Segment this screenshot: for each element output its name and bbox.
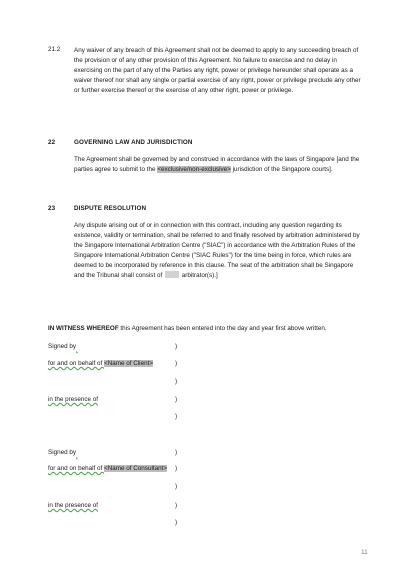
text-segment: parties agree to submit to the bbox=[74, 166, 158, 173]
signed-by-label: Signed by bbox=[48, 343, 77, 350]
bracket: ) bbox=[175, 502, 178, 509]
text-line: or further exercise thereof or the exercise of any other right, power or privilege. bbox=[74, 87, 294, 94]
bracket: ) bbox=[175, 519, 178, 526]
presence-label: in the presence of bbox=[48, 396, 99, 403]
signed-by-line bbox=[48, 449, 174, 456]
clause-heading: DISPUTE RESOLUTION bbox=[74, 205, 147, 212]
text-line: exercising on the part of any of the Parties any right, power or privilege hereunder shall operate as a bbox=[74, 67, 353, 74]
text-line bbox=[74, 271, 370, 281]
bracket: ) bbox=[175, 465, 178, 472]
clause-number: 23 bbox=[48, 205, 56, 212]
text-line: The Agreement shall be governed by and construed in accordance with the laws of Singapore [and the bbox=[74, 156, 360, 163]
placeholder-highlight: <exclusive/non-exclusive> bbox=[157, 166, 231, 173]
presence-line bbox=[48, 396, 98, 403]
bracket: ) bbox=[175, 413, 178, 420]
presence-line bbox=[48, 502, 98, 509]
text-line: Any waiver of any breach of this Agreement shall not be deemed to apply to any succeeding breach of bbox=[74, 47, 359, 54]
for-behalf-label: for and on behalf of bbox=[48, 360, 105, 367]
witness-rest: this Agreement has been entered into the day and year first above written. bbox=[118, 325, 327, 332]
party-name-highlight: <Name of Client> bbox=[104, 360, 154, 367]
text-line: Any dispute arising out of or in connection with this contract, including any question regarding its bbox=[74, 222, 342, 229]
page-number: 11 bbox=[361, 549, 368, 556]
for-behalf-label: for and on behalf of bbox=[48, 465, 105, 472]
clause-number: 22 bbox=[48, 139, 56, 146]
blank-field-highlight bbox=[165, 271, 179, 278]
text-segment: and the Tribunal shall consist of bbox=[74, 272, 163, 279]
bracket: ) bbox=[175, 396, 178, 403]
clause-22-text bbox=[74, 155, 370, 175]
text-segment: jurisdiction of the Singapore courts]. bbox=[230, 166, 333, 173]
clause-21-2-text bbox=[74, 46, 370, 96]
signed-by-label: Signed by bbox=[48, 449, 77, 456]
presence-label: in the presence of bbox=[48, 502, 99, 509]
party-name-highlight: <Name of Consultant> bbox=[104, 465, 168, 472]
bracket: ) bbox=[175, 343, 178, 350]
signed-by-line bbox=[48, 343, 174, 350]
text-line: the provision or of any other provision of this Agreement. No failure to exercise and no delay in bbox=[74, 57, 337, 64]
witness-statement bbox=[48, 325, 327, 332]
bracket: ) bbox=[175, 449, 178, 456]
witness-bold: IN WITNESS WHEREOF bbox=[48, 325, 119, 332]
text-line bbox=[74, 165, 370, 175]
for-behalf-line bbox=[48, 360, 153, 367]
for-behalf-line bbox=[48, 465, 167, 472]
text-line: waiver thereof nor shall any single or partial exercise of any right, power or privilege preclude any other bbox=[74, 77, 361, 84]
text-line: existence, validity or termination, shall be referred to and finally resolved by arbitration administered by bbox=[74, 232, 360, 239]
bracket: ) bbox=[175, 360, 178, 367]
text-line: Singapore International Arbitration Centre ("SIAC Rules") for the time being in force, which rules are bbox=[74, 252, 352, 259]
clause-heading: GOVERNING LAW AND JURISDICTION bbox=[74, 139, 193, 146]
clause-number: 21.2 bbox=[48, 46, 61, 53]
text-segment: arbitrator(s).] bbox=[181, 272, 218, 279]
clause-23-text bbox=[74, 221, 370, 281]
text-line: deemed to be incorporated by reference in this clause. The seat of the arbitration shall be Singapore bbox=[74, 262, 354, 269]
signature-blank bbox=[76, 343, 170, 350]
signature-blank bbox=[76, 449, 170, 456]
bracket: ) bbox=[175, 483, 178, 490]
bracket: ) bbox=[175, 378, 178, 385]
text-line: the Singapore International Arbitration Centre ("SIAC") in accordance with the Arbitration Rules of the bbox=[74, 242, 356, 249]
